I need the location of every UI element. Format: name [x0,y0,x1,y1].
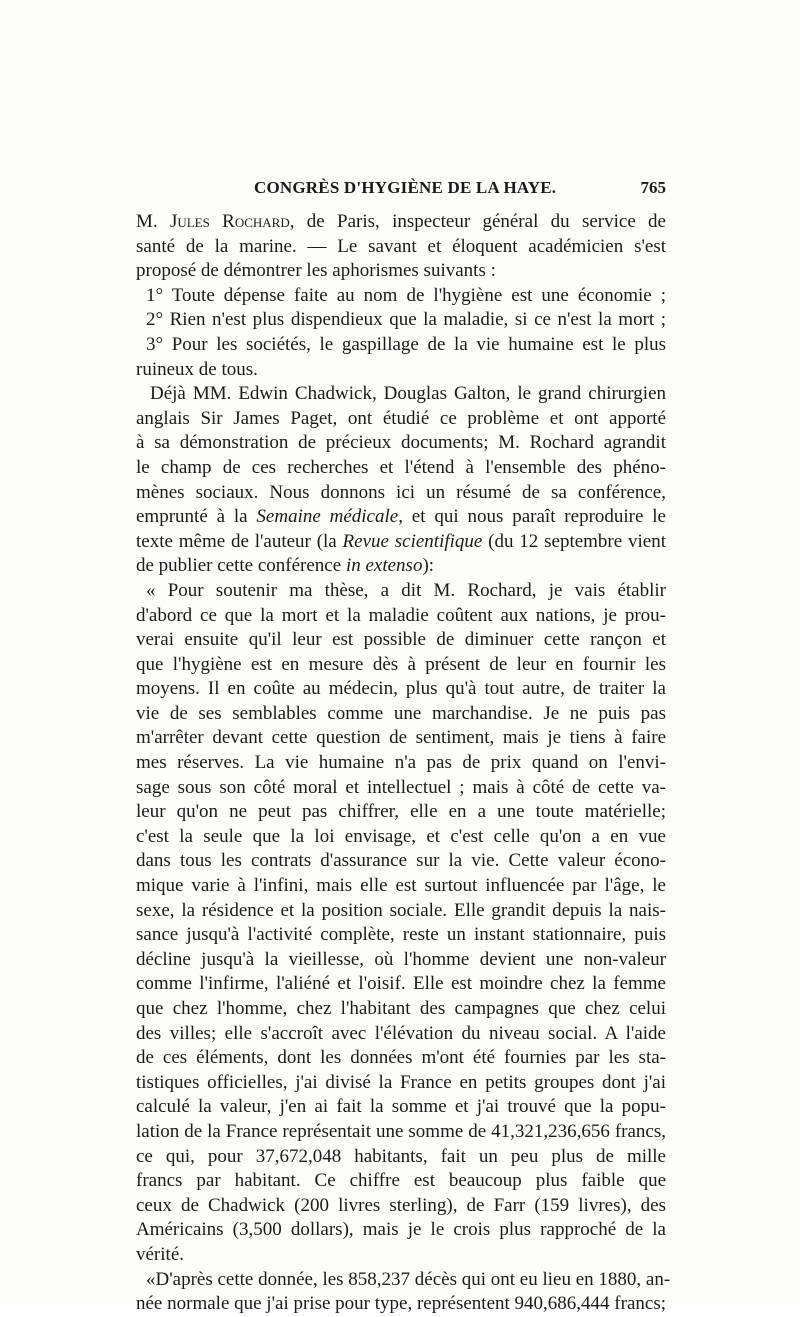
text-line: verai ensuite qu'il leur est possible de diminuer cette rançon et [136,629,666,651]
text-line: c'est la seule que la loi envisage, et c'est celle qu'on a en vue [136,825,666,847]
text-line: décline jusqu'à la vieillesse, où l'homme devient une non-valeur [136,948,666,970]
text-fragment: (du 12 septembre vient [482,530,666,552]
text-line: ce qui, pour 37,672,048 habitants, fait un peu plus de mille [136,1145,666,1167]
text-fragment: ): [422,555,435,577]
text-line: « Pour soutenir ma thèse, a dit M. Rochard, je vais établir [146,579,666,601]
page-header [136,178,666,204]
emphasis: in extenso [345,555,423,577]
text-line [136,554,666,579]
text-line: sage sous son côté moral et intellectuel ; mais à côté de cette va- [136,776,666,798]
text-line: ruineux de tous. [136,358,258,380]
text-line: Déjà MM. Edwin Chadwick, Douglas Galton, le grand chirurgien [150,383,666,405]
text-line: lation de la France représentait une somme de 41,321,236,656 francs, [136,1120,666,1142]
text-line: m'arrêter devant cette question de sentiment, mais je tiens à faire [136,727,666,749]
text-line: à sa démonstration de précieux documents; M. Rochard agrandit [136,432,666,454]
text-line: des villes; elle s'accroît avec l'élévation du niveau social. A l'aide [136,1022,666,1044]
journal-title: Semaine médicale [256,506,399,528]
text-line [136,505,666,530]
text-line: 1° Toute dépense faite au nom de l'hygiène est une économie ; [146,284,666,306]
text-line: d'abord ce que la mort et la maladie coûtent aux nations, je prou- [136,604,666,626]
text-line: dans tous les contrats d'assurance sur la vie. Cette valeur écono- [136,850,666,872]
text-line [136,530,666,555]
author-name: M. Jules Rochard [136,211,290,232]
text-line: anglais Sir James Paget, ont étudié ce problème et ont apporté [136,407,666,429]
text-line: moyens. Il en coûte au médecin, plus qu'à tout autre, de traiter la [136,678,666,700]
text-line: tistiques officielles, j'ai divisé la France en petits groupes dont j'ai [136,1071,666,1093]
text-fragment: , de Paris, inspecteur général du service de [289,211,666,232]
page-body [136,210,671,1317]
text-line: Américains (3,500 dollars), mais je le crois plus rapproché de la [136,1219,666,1241]
text-line: sance jusqu'à l'activité complète, reste un instant stationnaire, puis [136,924,666,946]
text-line: que l'hygiène est en mesure dès à présent de leur en fournir les [136,653,666,675]
text-line: leur qu'on ne peut pas chiffrer, elle en a une toute matérielle; [136,801,666,823]
text-line: vie de ses semblables comme une marchandise. Je ne puis pas [136,702,666,724]
text-line: «D'après cette donnée, les 858,237 décès qui ont eu lieu en 1880, an- [146,1268,671,1290]
text-fragment: de publier cette conférence [136,555,346,577]
text-line: calculé la valeur, j'en ai fait la somme et j'ai trouvé que la popu- [136,1096,666,1118]
text-line: de ces éléments, dont les données m'ont été fournies par les sta- [136,1047,666,1069]
text-line: née normale que j'ai prise pour type, représentent 940,686,444 francs; [136,1293,666,1315]
text-line: comme l'infirme, l'aliéné et l'oisif. Elle est moindre chez la femme [136,973,666,995]
journal-title: Revue scientifique [342,530,483,552]
text-line: le champ de ces recherches et l'étend à l'ensemble des phéno- [136,456,666,478]
text-line [136,210,666,235]
text-line: mènes sociaux. Nous donnons ici un résumé de sa conférence, [136,481,666,503]
page-number: 765 [640,178,666,197]
text-line: santé de la marine. — Le savant et éloquent académicien s'est [136,235,666,257]
text-line: proposé de démontrer les aphorismes suivants : [136,260,496,282]
text-line: francs par habitant. Ce chiffre est beaucoup plus faible que [136,1170,666,1192]
text-line: sexe, la résidence et la position sociale. Elle grandit depuis la nais- [136,899,666,921]
running-title: CONGRÈS D'HYGIÈNE DE LA HAYE. [254,178,557,197]
text-fragment: , et qui nous paraît reproduire le [398,506,666,528]
text-line: ceux de Chadwick (200 livres sterling), de Farr (159 livres), des [136,1194,666,1216]
text-fragment: texte même de l'auteur (la [136,530,343,552]
text-line: mes réserves. La vie humaine n'a pas de prix quand on l'envi- [136,752,666,774]
text-line: que chez l'homme, chez l'habitant des campagnes que chez celui [136,998,666,1019]
text-line: mique varie à l'infini, mais elle est surtout influencée par l'âge, le [136,875,666,897]
text-fragment: emprunté à la [136,506,257,528]
text-line: 3° Pour les sociétés, le gaspillage de la vie humaine est le plus [146,333,666,355]
text-line: 2° Rien n'est plus dispendieux que la maladie, si ce n'est la mort ; [146,309,666,331]
text-line: vérité. [136,1243,185,1265]
